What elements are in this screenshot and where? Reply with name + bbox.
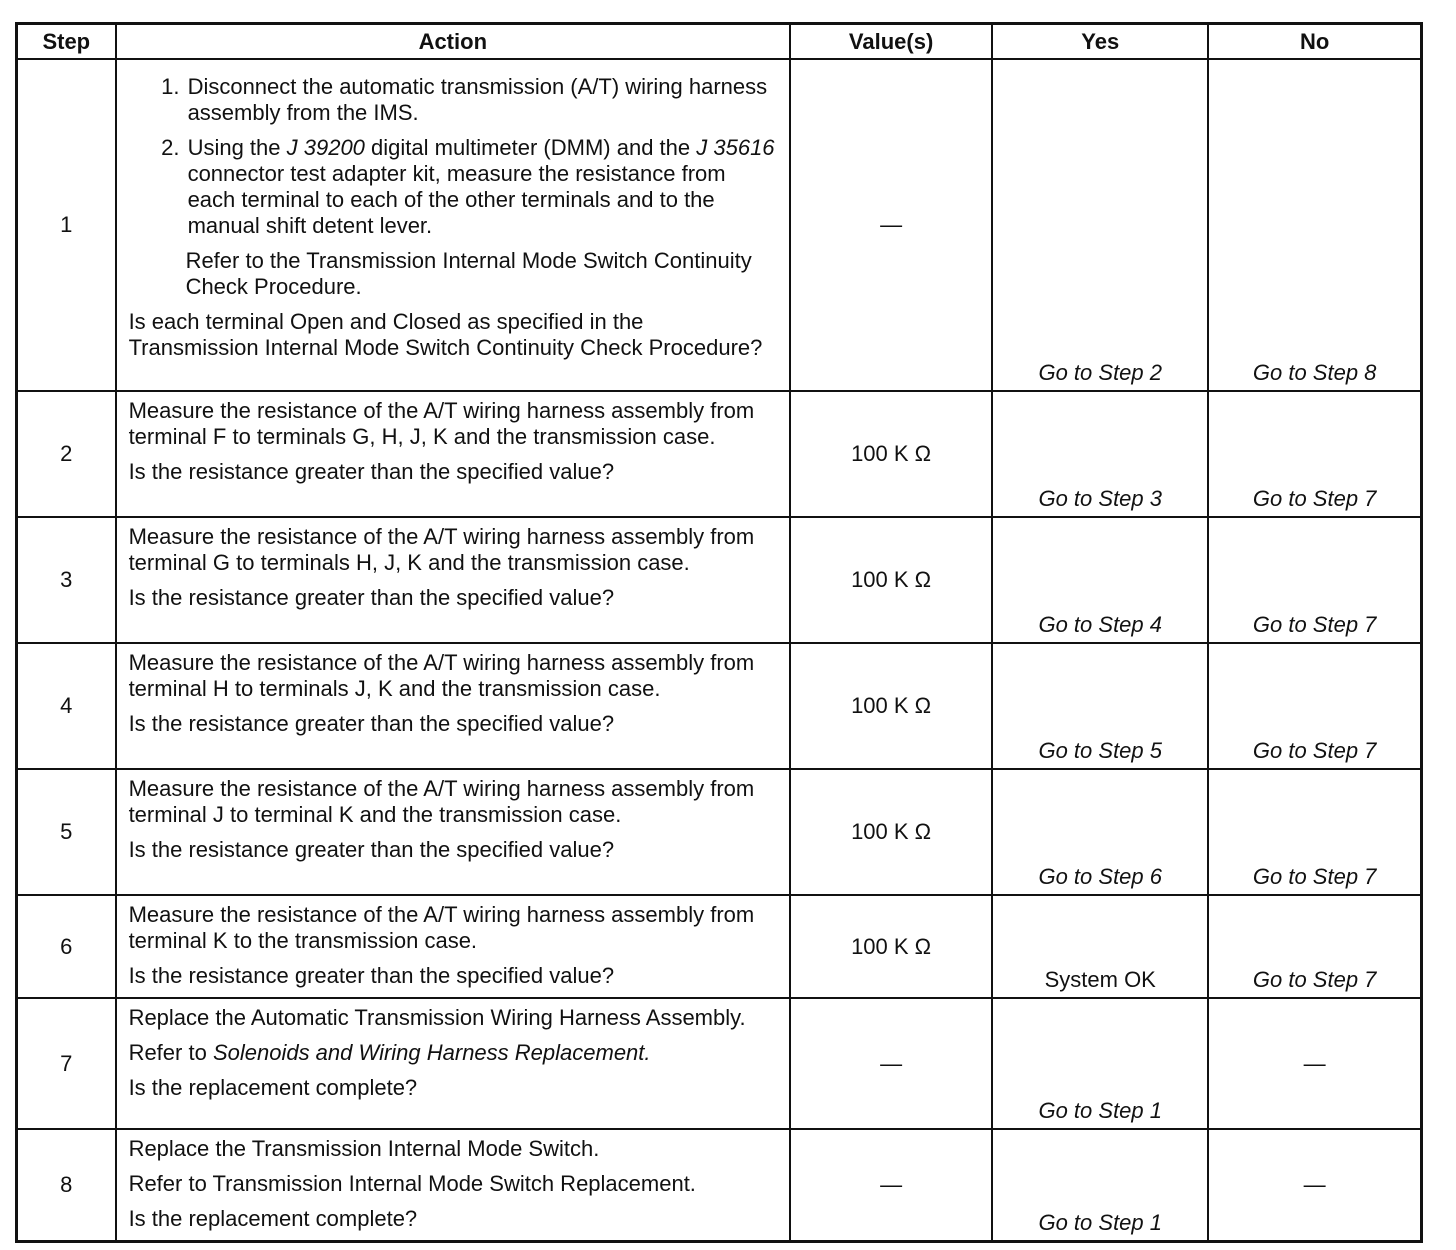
action-text: Replace the Transmission Internal Mode Switch. [128,1136,600,1161]
no-cell[interactable]: Go to Step 7 [1208,517,1421,643]
question-text: Is the replacement complete? [128,1075,418,1100]
table-row [17,895,1422,998]
yes-cell[interactable]: System OK [992,895,1208,998]
list-item: 1. Disconnect the automatic transmission (A/T) wiring harness assembly from the IMS. [186,74,779,126]
value-cell: — [790,998,992,1129]
tool-ref: J 39200 [286,135,365,160]
header-row [17,24,1422,60]
step-number: 7 [17,998,116,1129]
reference-text: Refer to the Transmission Internal Mode Switch Continuity Check Procedure. [185,248,752,299]
action-text: Measure the resistance of the A/T wiring harness assembly from terminal F to terminals G, H, J, K and the transmission case. [128,398,755,449]
yes-cell[interactable]: Go to Step 6 [992,769,1208,895]
action-cell [116,391,790,517]
diagnostic-table [15,22,1423,1243]
step-number: 6 [17,895,116,998]
tool-ref: J 35616 [696,135,775,160]
reference-text: Refer to Solenoids and Wiring Harness Replacement. [128,1040,651,1065]
step-number: 2 [17,391,116,517]
reference-link[interactable]: Solenoids and Wiring Harness Replacement. [212,1040,651,1065]
step-number: 3 [17,517,116,643]
step-number: 8 [17,1129,116,1242]
question-text: Is the resistance greater than the specified value? [128,459,615,484]
table-row [17,769,1422,895]
question-text: Is the resistance greater than the specified value? [128,711,615,736]
no-cell: — [1208,998,1421,1129]
yes-cell[interactable]: Go to Step 3 [992,391,1208,517]
yes-cell[interactable]: Go to Step 1 [992,1129,1208,1242]
question-text: Is the resistance greater than the specified value? [128,837,615,862]
action-cell [116,517,790,643]
table-row [17,59,1422,391]
yes-cell[interactable]: Go to Step 1 [992,998,1208,1129]
yes-cell[interactable]: Go to Step 5 [992,643,1208,769]
action-cell [116,769,790,895]
table-row [17,998,1422,1129]
question-text: Is the resistance greater than the specified value? [128,963,615,988]
header-action: Action [116,24,790,60]
action-text: Measure the resistance of the A/T wiring harness assembly from terminal G to terminals H, J, K and the transmission case. [128,524,755,575]
action-cell [116,998,790,1129]
value-cell: 100 K Ω [790,895,992,998]
header-no: No [1208,24,1421,60]
no-cell[interactable]: Go to Step 7 [1208,769,1421,895]
no-cell: — [1208,1129,1421,1242]
action-cell [116,59,790,391]
action-steps-list [129,74,779,239]
table-row [17,1129,1422,1242]
table-row [17,517,1422,643]
header-yes: Yes [992,24,1208,60]
yes-cell[interactable]: Go to Step 4 [992,517,1208,643]
action-text: Measure the resistance of the A/T wiring harness assembly from terminal J to terminal K and the transmission case. [128,776,755,827]
no-cell[interactable]: Go to Step 8 [1208,59,1421,391]
action-text: Replace the Automatic Transmission Wiring Harness Assembly. [128,1005,746,1030]
question-text: Is the replacement complete? [128,1206,418,1231]
value-cell: 100 K Ω [790,643,992,769]
action-cell [116,1129,790,1242]
no-cell[interactable]: Go to Step 7 [1208,643,1421,769]
header-values: Value(s) [790,24,992,60]
header-step: Step [17,24,116,60]
no-cell[interactable]: Go to Step 7 [1208,895,1421,998]
diagnostic-table-page [15,22,1423,1243]
action-cell [116,643,790,769]
reference-text: Refer to Transmission Internal Mode Switch Replacement. [128,1171,696,1196]
list-item: 2. Using the J 39200 digital multimeter (DMM) and the J 35616 connector test adapter kit, measure the resistance from each terminal to each of the other terminals and to the manual shift detent lever. [186,135,779,239]
no-cell[interactable]: Go to Step 7 [1208,391,1421,517]
value-cell: — [790,1129,992,1242]
step-number: 4 [17,643,116,769]
yes-cell[interactable]: Go to Step 2 [992,59,1208,391]
value-cell: 100 K Ω [790,517,992,643]
step-number: 1 [17,59,116,391]
table-row [17,643,1422,769]
step-number: 5 [17,769,116,895]
value-cell: 100 K Ω [790,769,992,895]
value-cell: — [790,59,992,391]
question-text: Is the resistance greater than the specified value? [128,585,615,610]
action-text: Measure the resistance of the A/T wiring harness assembly from terminal K to the transmission case. [128,902,755,953]
question-text: Is each terminal Open and Closed as specified in the Transmission Internal Mode Switch Continuity Check Procedure? [128,309,763,360]
action-cell [116,895,790,998]
table-row [17,391,1422,517]
action-text: Measure the resistance of the A/T wiring harness assembly from terminal H to terminals J, K and the transmission case. [128,650,755,701]
value-cell: 100 K Ω [790,391,992,517]
